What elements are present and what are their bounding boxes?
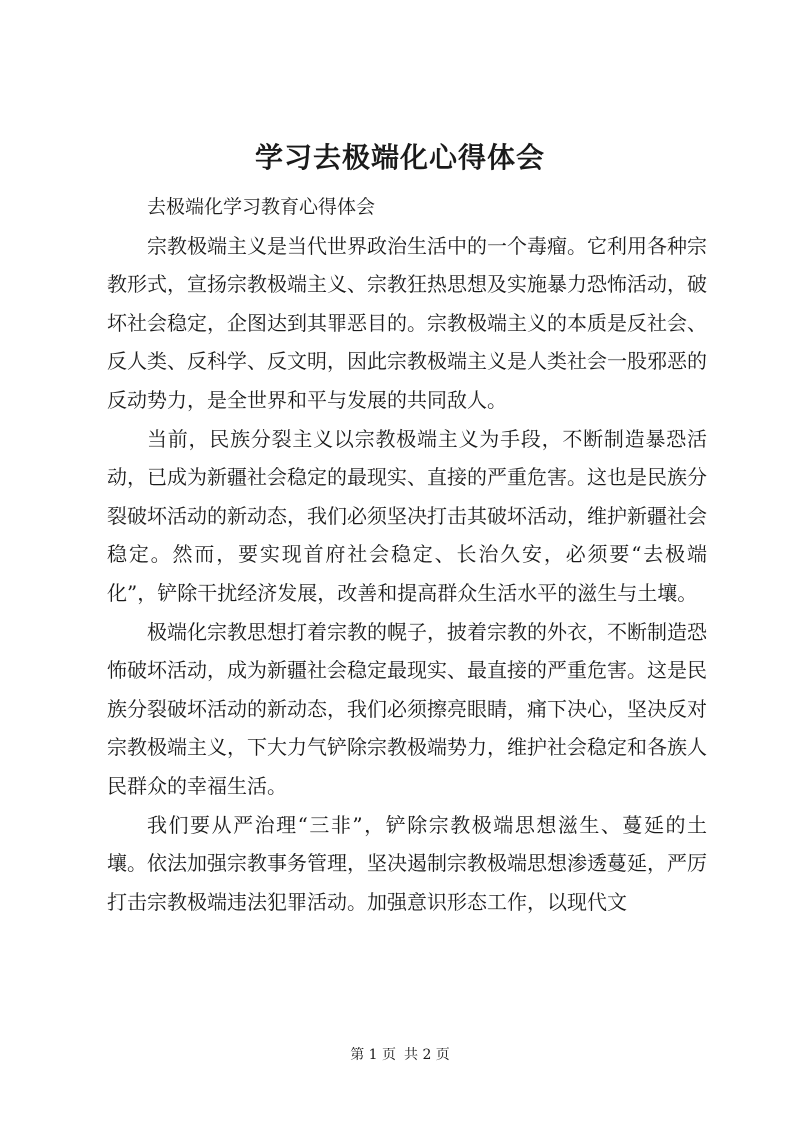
document-body: [107, 188, 707, 921]
paragraph-2: 当前，民族分裂主义以宗教极端主义为手段，不断制造暴恐活动，已成为新疆社会稳定的最现实、直接的严重危害。这也是民族分裂破坏活动的新动态，我们必须坚决打击其破坏活动，维护新疆社会稳定。然而，要实现首府社会稳定、长治久安，必须要“去极端化”，铲除干扰经济发展，改善和提高群众生活水平的滋生与土壤。: [107, 426, 707, 605]
document-subtitle: 去极端化学习教育心得体会: [147, 196, 376, 218]
page-footer: [0, 1045, 800, 1065]
document-title: 学习去极端化心得体会: [254, 141, 545, 174]
paragraph-3: 极端化宗教思想打着宗教的幌子，披着宗教的外衣，不断制造恐怖破坏活动，成为新疆社会稳定最现实、最直接的严重危害。这是民族分裂破坏活动的新动态，我们必须擦亮眼睛，痛下决心，坚决反对宗教极端主义，下大力气铲除宗教极端势力，维护社会稳定和各族人民群众的幸福生活。: [107, 619, 707, 798]
paragraph-1: 宗教极端主义是当代世界政治生活中的一个毒瘤。它利用各种宗教形式，宣扬宗教极端主义、宗教狂热思想及实施暴力恐怖活动，破坏社会稳定，企图达到其罪恶目的。宗教极端主义的本质是反社会、反人类、反科学、反文明，因此宗教极端主义是人类社会一股邪恶的反动势力，是全世界和平与发展的共同敌人。: [107, 233, 707, 412]
paragraph-4: 我们要从严治理“三非”，铲除宗教极端思想滋生、蔓延的土壤。依法加强宗教事务管理，坚决遏制宗教极端思想渗透蔓延，严厉打击宗教极端违法犯罪活动。加强意识形态工作，以现代文: [107, 812, 707, 914]
page-number: 第 1 页: [350, 1047, 396, 1063]
page-total: 共 2 页: [404, 1047, 450, 1063]
